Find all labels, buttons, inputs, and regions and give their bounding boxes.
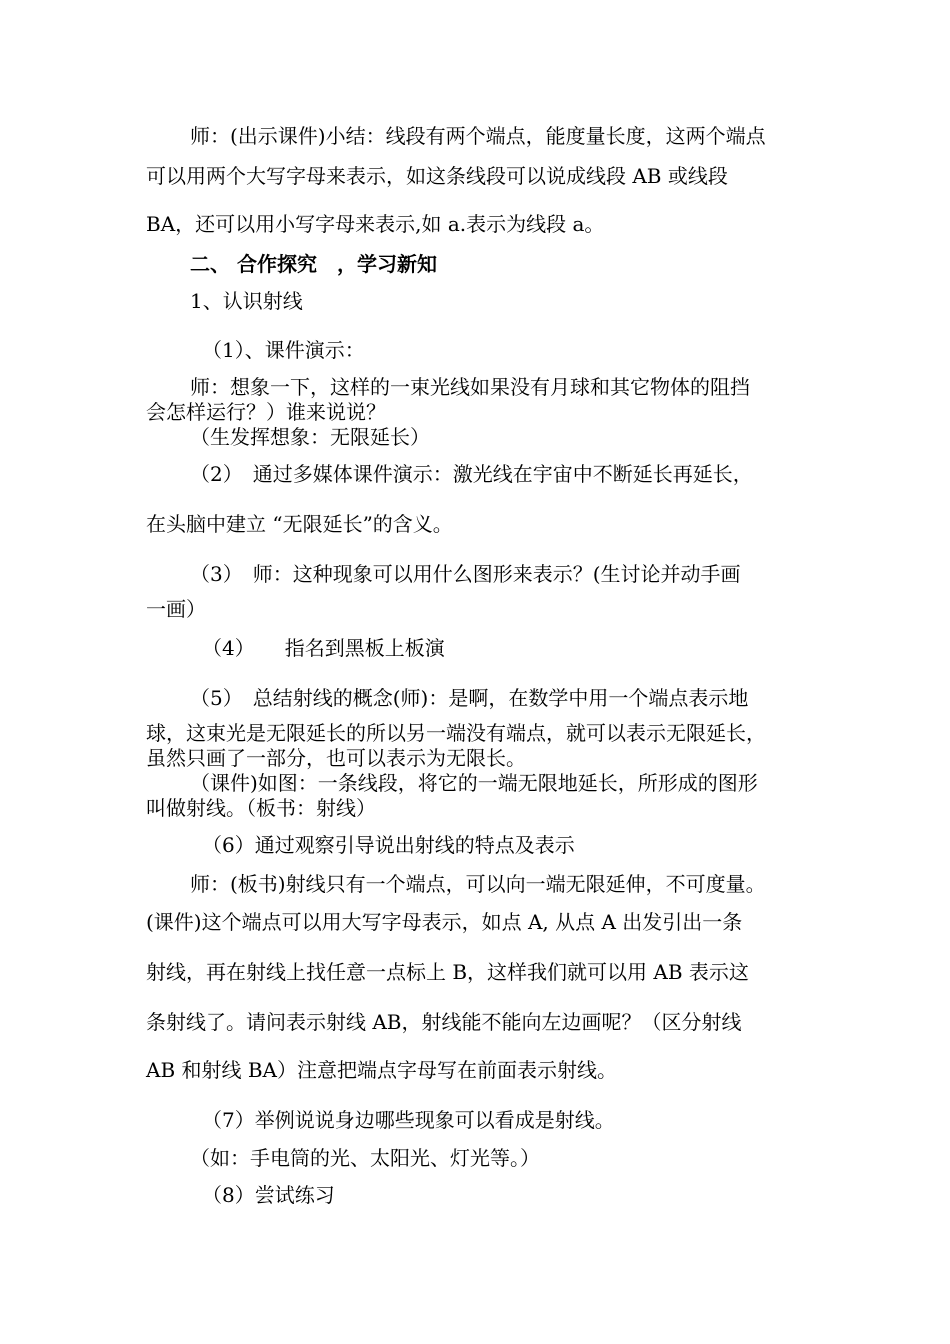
- step-6-line-2: (课件)这个端点可以用大写字母表示，如点 A, 从点 A 出发引出一条: [146, 910, 743, 934]
- step-5-line-4: （课件)如图：一条线段，将它的一端无限地延长，所形成的图形: [190, 771, 758, 795]
- step-6-line-5: AB 和射线 BA）注意把端点字母写在前面表示射线。: [146, 1058, 617, 1082]
- step-6-line-3: 射线，再在射线上找任意一点标上 B，这样我们就可以用 AB 表示这: [146, 960, 749, 984]
- section-heading: 二、 合作探究 ，学习新知: [190, 252, 437, 276]
- step-3-line-1: （3） 师：这种现象可以用什么图形来表示？(生讨论并动手画: [190, 562, 741, 586]
- subsection-heading: 1、认识射线: [190, 289, 303, 313]
- step-6-line-1: 师：(板书)射线只有一个端点，可以向一端无限延伸，不可度量。: [190, 872, 766, 896]
- step-4-line: （4） 指名到黑板上板演: [202, 636, 445, 660]
- paragraph-line-2: 可以用两个大写字母来表示，如这条线段可以说成线段 AB 或线段: [146, 164, 728, 188]
- teacher-question-line-1: 师：想象一下，这样的一束光线如果没有月球和其它物体的阻挡: [190, 375, 750, 399]
- step-7-line: （7）举例说说身边哪些现象可以看成是射线。: [202, 1108, 615, 1132]
- step-5-line-1: （5） 总结射线的概念(师)：是啊，在数学中用一个端点表示地: [190, 686, 749, 710]
- step-1-heading: （1）、课件演示：: [202, 338, 365, 362]
- step-5-line-2: 球，这束光是无限延长的所以另一端没有端点，就可以表示无限延长，: [146, 721, 766, 745]
- step-2-line-2: 在头脑中建立 “无限延长”的含义。: [146, 512, 453, 536]
- step-6-line-4: 条射线了。请问表示射线 AB，射线能不能向左边画呢？（区分射线: [146, 1010, 742, 1034]
- step-6-heading: （6）通过观察引导说出射线的特点及表示: [202, 833, 575, 857]
- step-5-line-5: 叫做射线。（板书：射线）: [146, 796, 376, 820]
- step-8-line: （8）尝试练习: [202, 1183, 335, 1207]
- step-5-line-3: 虽然只画了一部分，也可以表示为无限长。: [146, 746, 526, 770]
- student-response: （生发挥想象：无限延长）: [190, 425, 430, 449]
- paragraph-line-3: BA，还可以用小写字母来表示,如 a.表示为线段 a。: [146, 212, 605, 236]
- step-7-examples: （如：手电筒的光、太阳光、灯光等。）: [190, 1146, 540, 1170]
- step-3-line-2: 一画）: [146, 597, 206, 621]
- paragraph-line-1: 师：(出示课件)小结：线段有两个端点，能度量长度，这两个端点: [190, 124, 766, 148]
- step-2-line-1: （2） 通过多媒体课件演示：激光线在宇宙中不断延长再延长，: [190, 462, 753, 486]
- teacher-question-line-2: 会怎样运行？）谁来说说？: [146, 400, 386, 424]
